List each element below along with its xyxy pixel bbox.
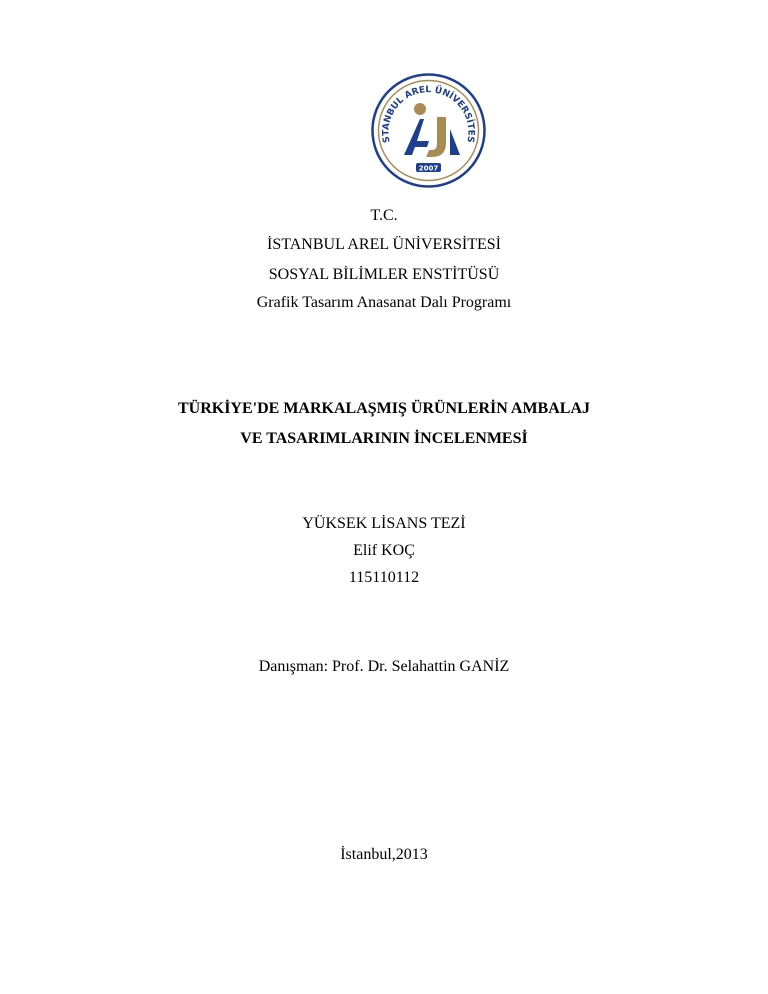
header-program: Grafik Tasarım Anasanat Dalı Programı <box>256 294 512 311</box>
degree-type: YÜKSEK LİSANS TEZİ <box>302 515 466 532</box>
svg-text:2007: 2007 <box>418 164 439 173</box>
thesis-title-line-1: TÜRKİYE'DE MARKALAŞMIŞ ÜRÜNLERİN AMBALAJ <box>177 400 591 417</box>
author-name: Elif KOÇ <box>353 542 415 559</box>
header-university: İSTANBUL AREL ÜNİVERSİTESİ <box>267 236 501 253</box>
advisor: Danışman: Prof. Dr. Selahattin GANİZ <box>258 658 510 675</box>
header-tc: T.C. <box>370 207 398 224</box>
university-logo <box>371 73 486 188</box>
header-institute: SOSYAL BİLİMLER ENSTİTÜSÜ <box>268 266 500 283</box>
svg-text:İSTANBUL AREL ÜNİVERSİTESİ: STANBUL AREL ÜNİVERSİTES <box>381 85 476 144</box>
thesis-title-line-2: VE TASARIMLARININ İNCELENMESİ <box>240 430 528 447</box>
student-number: 115110112 <box>348 569 420 586</box>
place-date: İstanbul,2013 <box>340 846 428 863</box>
